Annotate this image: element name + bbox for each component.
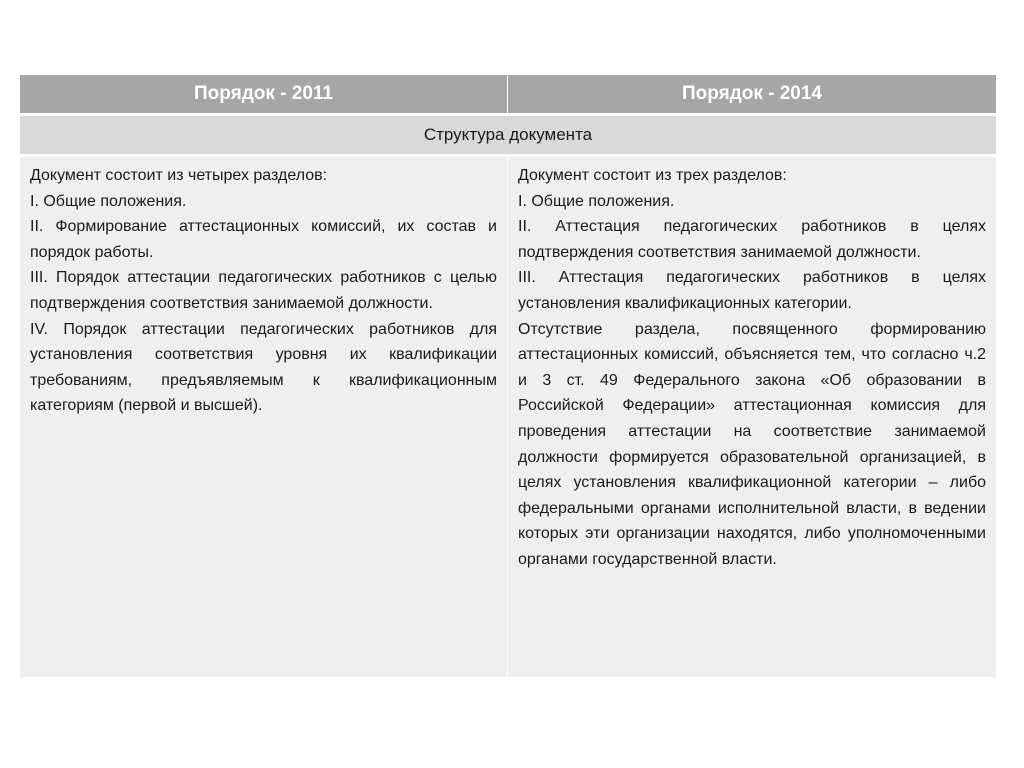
section-row xyxy=(20,116,996,157)
left-line-section-2: II. Формирование аттестационных комиссий, их состав и порядок работы. xyxy=(30,218,497,261)
comparison-table xyxy=(20,75,996,677)
left-line-intro: Документ состоит из четырех разделов: xyxy=(30,167,328,184)
right-line-intro: Документ состоит из трех разделов: xyxy=(518,167,787,184)
right-line-explanation: Отсутствие раздела, посвященного формированию аттестационных комиссий, объясняется тем, что согласно ч.2 и 3 ст. 49 Федерального закона «Об образовании в Российской Федерации» аттестационная комиссия для проведения аттестации на соответствие занимаемой должности формируется образовательной организацией, в целях установления квалификационной категории – либо федеральными органами исполнительной власти, в ведении которых эти организации находятся, либо уполномоченными органами государственной власти. xyxy=(518,320,986,568)
right-line-section-3: III. Аттестация педагогических работников в целях установления квалификационных категории. xyxy=(518,269,986,312)
content-row xyxy=(20,157,996,677)
right-line-section-1: I. Общие положения. xyxy=(518,192,675,210)
header-2011: Порядок - 2011 xyxy=(20,75,508,116)
right-line-section-2: II. Аттестация педагогических работников в целях подтверждения соответствия занимаемой должности. xyxy=(518,218,986,261)
cell-2014 xyxy=(508,157,996,677)
header-2014: Порядок - 2014 xyxy=(508,75,996,116)
left-line-section-3: III. Порядок аттестации педагогических работников с целью подтверждения соответствия занимаемой должности. xyxy=(30,269,497,312)
cell-2011 xyxy=(20,157,508,677)
left-line-section-4: IV. Порядок аттестации педагогических работников для установления соответствия уровня их квалификации требованиям, предъявляемым к квалификационным категориям (первой и высшей). xyxy=(30,320,497,415)
section-title: Структура документа xyxy=(20,116,996,157)
header-row xyxy=(20,75,996,116)
left-line-section-1: I. Общие положения. xyxy=(30,192,187,210)
